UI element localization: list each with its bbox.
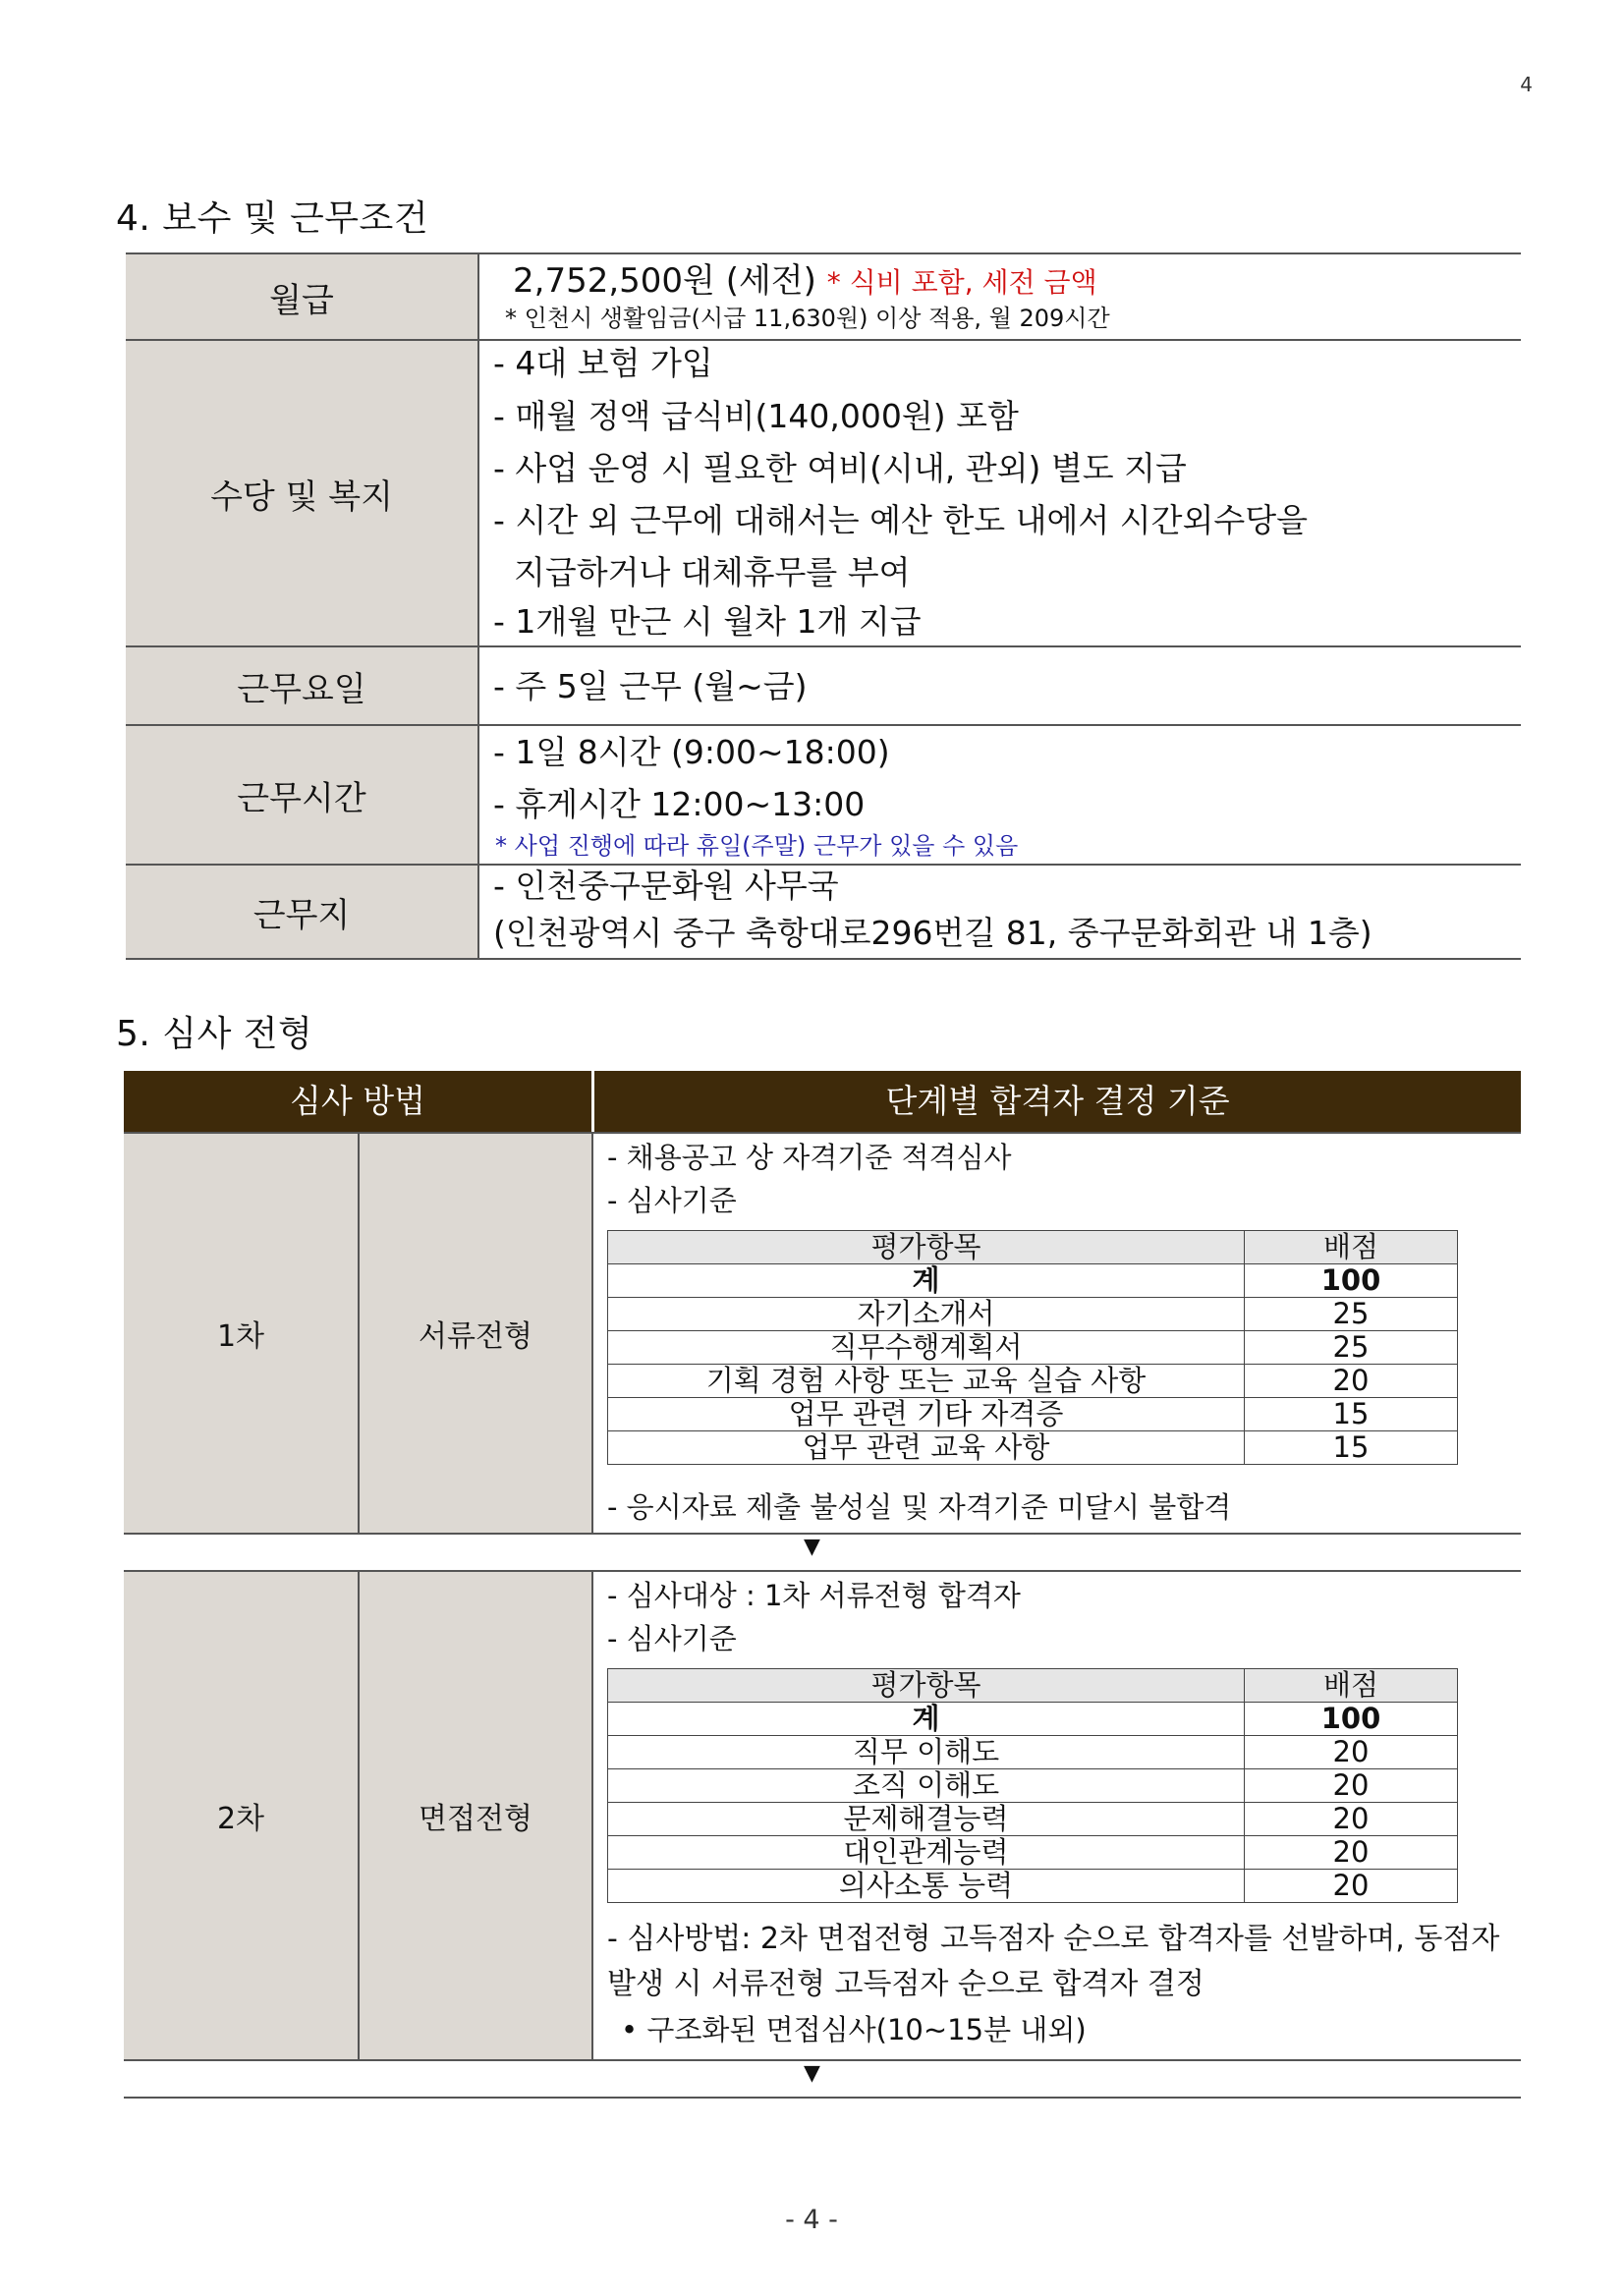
criteria-score: 20 — [1245, 1736, 1458, 1769]
salary-note: * 식비 포함, 세전 금액 — [826, 266, 1097, 299]
screening-table-header — [124, 1071, 1521, 1132]
benefit-line: - 1개월 만근 시 월차 1개 지급 — [493, 602, 922, 641]
header-method: 심사 방법 — [289, 1082, 425, 1120]
criteria-score: 20 — [1245, 1769, 1458, 1803]
criteria-total-score: 100 — [1245, 1264, 1458, 1298]
criteria-item: 문제해결능력 — [608, 1803, 1245, 1836]
criteria-item: 조직 이해도 — [608, 1769, 1245, 1803]
criteria-item: 업무 관련 기타 자격증 — [608, 1398, 1245, 1431]
workhours-line: - 1일 8시간 (9:00~18:00) — [493, 733, 890, 771]
stage1-criteria-table — [607, 1230, 1458, 1465]
row-workhours — [126, 725, 1521, 865]
criteria-total-label: 계 — [608, 1264, 1245, 1298]
stage2-round: 2차 — [216, 1802, 265, 1836]
criteria-score: 25 — [1245, 1331, 1458, 1365]
stage2-criteria-table — [607, 1668, 1458, 1903]
label-benefits: 수당 및 복지 — [126, 340, 478, 646]
criteria-score: 20 — [1245, 1803, 1458, 1836]
page-number-bottom: - 4 - — [785, 2205, 838, 2235]
section5-title: 5. 심사 전형 — [116, 1014, 313, 1054]
workhours-line: - 휴게시간 12:00~13:00 — [493, 785, 866, 823]
criteria-total-label: 계 — [608, 1703, 1245, 1736]
stage1-round: 1차 — [216, 1319, 265, 1354]
criteria-score: 20 — [1245, 1870, 1458, 1903]
stage2-line: - 심사기준 — [607, 1622, 737, 1655]
criteria-item: 자기소개서 — [608, 1298, 1245, 1331]
stage1-footer: - 응시자료 제출 불성실 및 자격기준 미달시 불합격 — [607, 1490, 1232, 1524]
bottom-divider — [124, 2097, 1521, 2099]
criteria-item: 의사소통 능력 — [608, 1870, 1245, 1903]
row-salary — [126, 253, 1521, 340]
criteria-item: 기획 경험 사항 또는 교육 실습 사항 — [608, 1365, 1245, 1398]
criteria-header-score: 배점 — [1245, 1669, 1458, 1703]
stage1-line: - 심사기준 — [607, 1184, 737, 1217]
stage1-line: - 채용공고 상 자격기준 적격심사 — [607, 1141, 1012, 1174]
stage2-footer: - 심사방법: 2차 면접전형 고득점자 순으로 합격자를 선발하며, 동점자 — [607, 1922, 1500, 1956]
criteria-header-item: 평가항목 — [608, 1669, 1245, 1703]
benefit-line: - 4대 보험 가입 — [493, 344, 713, 382]
stage2-bullet: • 구조화된 면접심사(10~15분 내외) — [621, 2013, 1087, 2046]
label-salary: 월급 — [126, 253, 478, 340]
benefit-line: 지급하거나 대체휴무를 부여 — [493, 553, 911, 591]
workplace-line: - 인천중구문화원 사무국 — [493, 867, 839, 905]
label-workhours: 근무시간 — [126, 725, 478, 865]
criteria-item: 대인관계능력 — [608, 1836, 1245, 1870]
benefit-line: - 시간 외 근무에 대해서는 예산 한도 내에서 시간외수당을 — [493, 501, 1309, 539]
stage2-type: 면접전형 — [419, 1802, 532, 1836]
down-arrow-icon: ▼ — [804, 2061, 820, 2086]
criteria-total-score: 100 — [1245, 1703, 1458, 1736]
benefit-line: - 매월 정액 급식비(140,000원) 포함 — [493, 397, 1019, 435]
criteria-header-item: 평가항목 — [608, 1231, 1245, 1264]
stage2-footer: 발생 시 서류전형 고득점자 순으로 합격자 결정 — [607, 1967, 1204, 2001]
salary-sub-note: * 인천시 생활임금(시급 11,630원) 이상 적용, 월 209시간 — [505, 305, 1110, 332]
criteria-score: 20 — [1245, 1836, 1458, 1870]
stage2-line: - 심사대상 : 1차 서류전형 합격자 — [607, 1579, 1021, 1612]
label-workplace: 근무지 — [126, 865, 478, 959]
criteria-score: 25 — [1245, 1298, 1458, 1331]
workhours-note: * 사업 진행에 따라 휴일(주말) 근무가 있을 수 있음 — [495, 832, 1019, 860]
criteria-item: 업무 관련 교육 사항 — [608, 1431, 1245, 1465]
down-arrow-icon: ▼ — [804, 1535, 820, 1559]
workdays-line: - 주 5일 근무 (월~금) — [493, 666, 808, 705]
criteria-score: 20 — [1245, 1365, 1458, 1398]
row-workplace — [126, 865, 1521, 959]
workplace-address: (인천광역시 중구 축항대로296번길 81, 중구문화회관 내 1층) — [493, 914, 1372, 952]
page-number-top: 4 — [1520, 73, 1533, 96]
header-criteria: 단계별 합격자 결정 기준 — [885, 1082, 1230, 1120]
criteria-score: 15 — [1245, 1398, 1458, 1431]
stage1-type: 서류전형 — [419, 1319, 532, 1354]
section4-title: 4. 보수 및 근무조건 — [116, 198, 429, 239]
label-workdays: 근무요일 — [126, 646, 478, 725]
criteria-item: 직무 이해도 — [608, 1736, 1245, 1769]
criteria-header-score: 배점 — [1245, 1231, 1458, 1264]
criteria-item: 직무수행계획서 — [608, 1331, 1245, 1365]
row-workdays — [126, 646, 1521, 725]
conditions-table — [126, 252, 1521, 960]
benefit-line: - 사업 운영 시 필요한 여비(시내, 관외) 별도 지급 — [493, 449, 1187, 487]
row-benefits — [126, 340, 1521, 646]
criteria-score: 15 — [1245, 1431, 1458, 1465]
salary-amount: 2,752,500원 (세전) — [513, 261, 816, 301]
